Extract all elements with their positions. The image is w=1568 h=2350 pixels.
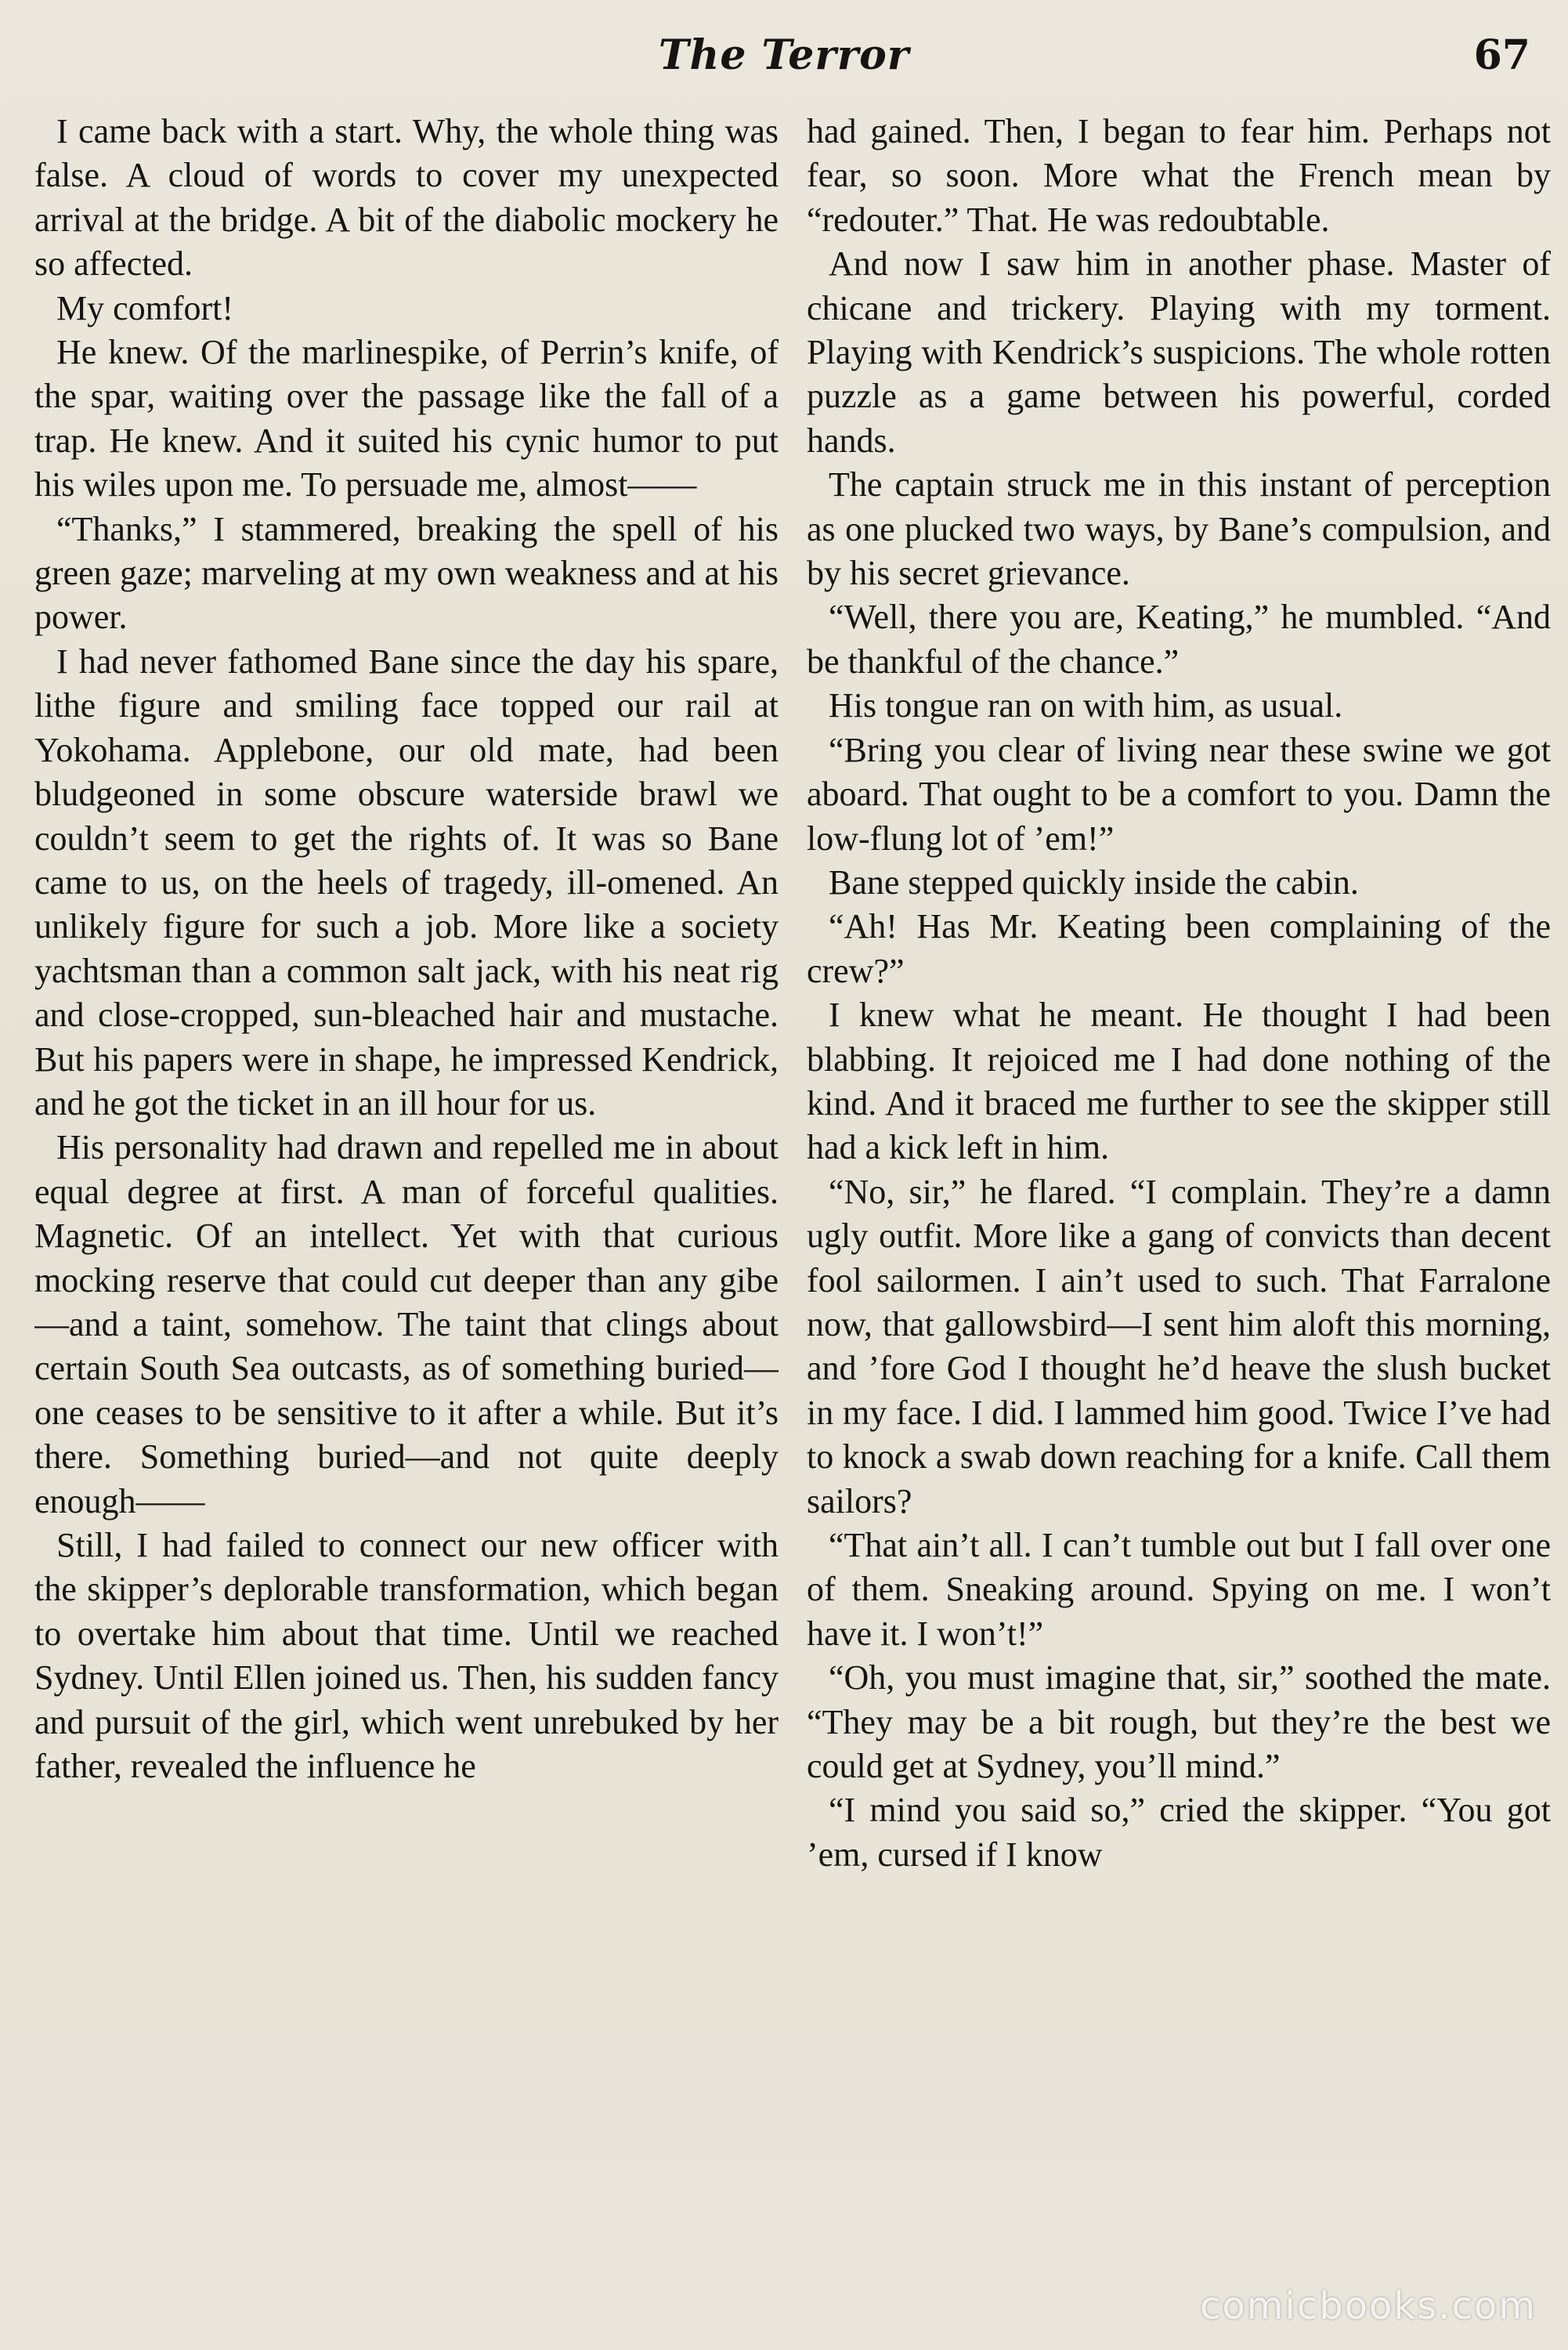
left-column	[34, 110, 779, 2342]
paragraph: And now I saw him in another phase. Master of chicane and trickery. Playing with my torment. Playing with Kendrick’s suspicions. The whole rotten puzzle as a game between his powerful, corded hands.	[807, 244, 1551, 460]
paragraph: “Ah! Has Mr. Keating been complaining of the crew?”	[807, 907, 1551, 990]
running-title: The Terror	[658, 31, 910, 79]
paragraph: I had never fathomed Bane since the day his spare, lithe figure and smiling face topped our rail at Yokohama. Applebone, our old mate, had been bludgeoned in some obscure waterside brawl we couldn’t seem to get the rights of. It was so Bane came to us, on the heels of tragedy, ill-omened. An unlikely figure for such a job. More like a society yachtsman than a common salt jack, with his neat rig and close-cropped, sun-bleached hair and mustache. But his papers were in shape, he impressed Kendrick, and he got the ticket in an ill hour for us.	[34, 642, 779, 1123]
paragraph: “That ain’t all. I can’t tumble out but I fall over one of them. Sneaking around. Spying on me. I won’t have it. I won’t!”	[807, 1526, 1551, 1653]
site-watermark: comicbooks.com	[1199, 2284, 1537, 2328]
right-column	[807, 110, 1551, 2342]
paragraph: He knew. Of the marlinespike, of Perrin’s knife, of the spar, waiting over the passage like the fall of a trap. He knew. And it suited his cynic humor to put his wiles upon me. To persuade me, almost——	[34, 333, 779, 504]
paragraph: “Oh, you must imagine that, sir,” soothed the mate. “They may be a bit rough, but they’re the best we could get at Sydney, you’ll mind.”	[807, 1658, 1551, 1786]
paragraph: Bane stepped quickly inside the cabin.	[829, 862, 1359, 902]
paragraph: I knew what he meant. He thought I had been blabbing. It rejoiced me I had done nothing of the kind. And it braced me further to see the skipper still had a kick left in him.	[807, 996, 1551, 1167]
paragraph-continued: had gained. Then, I began to fear him. Perhaps not fear, so soon. More what the French mean by “redouter.” That. He was redoubtable.	[807, 112, 1551, 239]
paragraph: “Well, there you are, Keating,” he mumbled. “And be thankful of the chance.”	[807, 598, 1551, 681]
paragraph: “I mind you said so,” cried the skipper. “You got ’em, cursed if I know	[807, 1791, 1551, 1874]
page-header	[0, 31, 1568, 86]
page-number: 67	[1473, 31, 1530, 79]
paragraph: Still, I had failed to connect our new officer with the skipper’s deplorable transformation, which began to overtake him about that time. Until we reached Sydney. Until Ellen joined us. Then, his sudden fancy and pursuit of the girl, which went unrebuked by her father, revealed the influence he	[34, 1526, 779, 1786]
paragraph: His tongue ran on with him, as usual.	[829, 686, 1343, 725]
paragraph: My comfort!	[56, 288, 234, 327]
paragraph: His personality had drawn and repelled me in about equal degree at first. A man of forceful qualities. Magnetic. Of an intellect. Yet with that curious mocking reserve that could cut deeper than any gibe—and a taint, somehow. The taint that clings about certain South Sea outcasts, as of something buried—one ceases to be sensitive to it after a while. But it’s there. Something buried—and not quite deeply enough——	[34, 1128, 779, 1520]
paragraph: The captain struck me in this instant of perception as one plucked two ways, by Bane’s compulsion, and by his secret grievance.	[807, 465, 1551, 593]
paragraph: I came back with a start. Why, the whole thing was false. A cloud of words to cover my unexpected arrival at the bridge. A bit of the diabolic mockery he so affected.	[34, 112, 779, 284]
paragraph: “No, sir,” he flared. “I complain. They’re a damn ugly outfit. More like a gang of convicts than decent fool sailormen. I ain’t used to such. That Farralone now, that gallowsbird—I sent him aloft this morning, and ’fore God I thought he’d heave the slush bucket in my face. I did. I lammed him good. Twice I’ve had to knock a swab down reaching for a knife. Call them sailors?	[807, 1172, 1551, 1520]
paragraph: “Thanks,” I stammered, breaking the spell of his green gaze; marveling at my own weakness and at his power.	[34, 509, 779, 637]
paragraph: “Bring you clear of living near these swine we got aboard. That ought to be a comfort to you. Damn the low-flung lot of ’em!”	[807, 730, 1551, 858]
